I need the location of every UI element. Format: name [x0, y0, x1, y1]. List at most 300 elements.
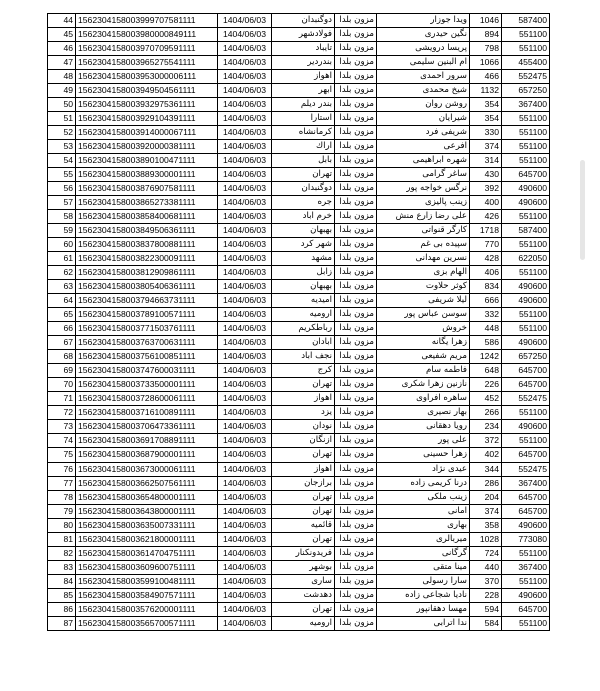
table-row [48, 70, 550, 84]
date-cell: 1404/06/03 [218, 574, 272, 588]
date-cell: 1404/06/03 [218, 42, 272, 56]
date-cell: 1404/06/03 [218, 196, 272, 210]
weight-cell: 332 [470, 308, 502, 322]
table-row [48, 336, 550, 350]
tracking-code-cell: 1562304158003837800881111 [76, 238, 218, 252]
tracking-code-cell: 1562304158003733500001111 [76, 378, 218, 392]
date-cell: 1404/06/03 [218, 266, 272, 280]
city-cell: جره [272, 196, 335, 210]
store-cell: مزون بلدا [335, 154, 377, 168]
weight-cell: 428 [470, 252, 502, 266]
customer-name-cell: ليلا شريفى [377, 294, 470, 308]
amount-cell: 645700 [502, 378, 550, 392]
amount-cell: 490600 [502, 182, 550, 196]
amount-cell: 645700 [502, 448, 550, 462]
table-row [48, 252, 550, 266]
weight-cell: 834 [470, 280, 502, 294]
customer-name-cell: عيدى نژاد [377, 462, 470, 476]
table-row [48, 280, 550, 294]
tracking-code-cell: 1562304158003635007331111 [76, 518, 218, 532]
amount-cell: 587400 [502, 224, 550, 238]
tracking-code-cell: 1562304158003980000849111 [76, 28, 218, 42]
tracking-code-cell: 1562304158003929104391111 [76, 112, 218, 126]
row-number-cell: 80 [48, 518, 76, 532]
date-cell: 1404/06/03 [218, 112, 272, 126]
table-row [48, 322, 550, 336]
tracking-code-cell: 1562304158003794663731111 [76, 294, 218, 308]
store-cell: مزون بلدا [335, 266, 377, 280]
table-row [48, 546, 550, 560]
weight-cell: 426 [470, 210, 502, 224]
city-cell: اهواز [272, 462, 335, 476]
city-cell: تهران [272, 602, 335, 616]
amount-cell: 551100 [502, 42, 550, 56]
row-number-cell: 59 [48, 224, 76, 238]
store-cell: مزون بلدا [335, 546, 377, 560]
tracking-code-cell: 1562304158003789100571111 [76, 308, 218, 322]
amount-cell: 490600 [502, 588, 550, 602]
amount-cell: 645700 [502, 364, 550, 378]
tracking-code-cell: 1562304158003858400681111 [76, 210, 218, 224]
date-cell: 1404/06/03 [218, 280, 272, 294]
row-number-cell: 79 [48, 504, 76, 518]
tracking-code-cell: 1562304158003728600061111 [76, 392, 218, 406]
date-cell: 1404/06/03 [218, 364, 272, 378]
store-cell: مزون بلدا [335, 588, 377, 602]
weight-cell: 400 [470, 196, 502, 210]
amount-cell: 645700 [502, 490, 550, 504]
store-cell: مزون بلدا [335, 364, 377, 378]
weight-cell: 374 [470, 140, 502, 154]
store-cell: مزون بلدا [335, 504, 377, 518]
amount-cell: 551100 [502, 238, 550, 252]
city-cell: ابهر [272, 84, 335, 98]
weight-cell: 1028 [470, 532, 502, 546]
store-cell: مزون بلدا [335, 434, 377, 448]
tracking-code-cell: 1562304158003584907571111 [76, 588, 218, 602]
amount-cell: 657250 [502, 350, 550, 364]
weight-cell: 594 [470, 602, 502, 616]
customer-name-cell: زينب پاليزى [377, 196, 470, 210]
customer-name-cell: شيخ محمدى [377, 84, 470, 98]
tracking-code-cell: 1562304158003805406361111 [76, 280, 218, 294]
weight-cell: 392 [470, 182, 502, 196]
row-number-cell: 61 [48, 252, 76, 266]
table-row [48, 392, 550, 406]
amount-cell: 551100 [502, 266, 550, 280]
customer-name-cell: ندا اترابى [377, 616, 470, 630]
date-cell: 1404/06/03 [218, 448, 272, 462]
store-cell: مزون بلدا [335, 84, 377, 98]
city-cell: اروميه [272, 308, 335, 322]
row-number-cell: 51 [48, 112, 76, 126]
customer-name-cell: بهارى [377, 518, 470, 532]
date-cell: 1404/06/03 [218, 616, 272, 630]
weight-cell: 234 [470, 420, 502, 434]
amount-cell: 622050 [502, 252, 550, 266]
customer-name-cell: نرگس خواجه پور [377, 182, 470, 196]
amount-cell: 490600 [502, 518, 550, 532]
store-cell: مزون بلدا [335, 112, 377, 126]
weight-cell: 666 [470, 294, 502, 308]
table-row [48, 406, 550, 420]
date-cell: 1404/06/03 [218, 252, 272, 266]
city-cell: بهبهان [272, 224, 335, 238]
amount-cell: 645700 [502, 504, 550, 518]
weight-cell: 770 [470, 238, 502, 252]
amount-cell: 367400 [502, 98, 550, 112]
amount-cell: 490600 [502, 336, 550, 350]
row-number-cell: 76 [48, 462, 76, 476]
store-cell: مزون بلدا [335, 238, 377, 252]
weight-cell: 330 [470, 126, 502, 140]
store-cell: مزون بلدا [335, 406, 377, 420]
orders-table [47, 13, 550, 631]
tracking-code-cell: 1562304158003599100481111 [76, 574, 218, 588]
tracking-code-cell: 1562304158003662507561111 [76, 476, 218, 490]
amount-cell: 645700 [502, 602, 550, 616]
store-cell: مزون بلدا [335, 70, 377, 84]
table-row [48, 28, 550, 42]
table-row [48, 14, 550, 28]
weight-cell: 430 [470, 168, 502, 182]
tracking-code-cell: 1562304158003822300091111 [76, 252, 218, 266]
tracking-code-cell: 1562304158003654800001111 [76, 490, 218, 504]
weight-cell: 358 [470, 518, 502, 532]
customer-name-cell: مهسا دهقانپور [377, 602, 470, 616]
row-number-cell: 58 [48, 210, 76, 224]
customer-name-cell: سارا رسولى [377, 574, 470, 588]
weight-cell: 344 [470, 462, 502, 476]
table-row [48, 196, 550, 210]
city-cell: دهدشت [272, 588, 335, 602]
date-cell: 1404/06/03 [218, 322, 272, 336]
date-cell: 1404/06/03 [218, 168, 272, 182]
tracking-code-cell: 1562304158003999707581111 [76, 14, 218, 28]
amount-cell: 367400 [502, 476, 550, 490]
tracking-code-cell: 1562304158003687900001111 [76, 448, 218, 462]
table-row [48, 420, 550, 434]
weight-cell: 228 [470, 588, 502, 602]
tracking-code-cell: 1562304158003673000061111 [76, 462, 218, 476]
customer-name-cell: سرور احمدى [377, 70, 470, 84]
row-number-cell: 62 [48, 266, 76, 280]
tracking-code-cell: 1562304158003716100891111 [76, 406, 218, 420]
store-cell: مزون بلدا [335, 602, 377, 616]
row-number-cell: 63 [48, 280, 76, 294]
city-cell: تهران [272, 168, 335, 182]
table-row [48, 616, 550, 630]
city-cell: بابل [272, 154, 335, 168]
city-cell: مشهد [272, 252, 335, 266]
amount-cell: 551100 [502, 434, 550, 448]
customer-name-cell: ناديا شجاعى زاده [377, 588, 470, 602]
customer-name-cell: زهرا حسينى [377, 448, 470, 462]
table-body [48, 14, 550, 631]
row-number-cell: 50 [48, 98, 76, 112]
table-row [48, 532, 550, 546]
table-row [48, 364, 550, 378]
row-number-cell: 60 [48, 238, 76, 252]
weight-cell: 374 [470, 504, 502, 518]
table-row [48, 42, 550, 56]
date-cell: 1404/06/03 [218, 406, 272, 420]
weight-cell: 314 [470, 154, 502, 168]
weight-cell: 648 [470, 364, 502, 378]
date-cell: 1404/06/03 [218, 140, 272, 154]
store-cell: مزون بلدا [335, 126, 377, 140]
weight-cell: 466 [470, 70, 502, 84]
customer-name-cell: نازنين زهرا شكرى [377, 378, 470, 392]
city-cell: دوگنبدان [272, 14, 335, 28]
customer-name-cell: نگين حيدرى [377, 28, 470, 42]
customer-name-cell: روشن روان [377, 98, 470, 112]
city-cell: شهر كرد [272, 238, 335, 252]
table-row [48, 378, 550, 392]
date-cell: 1404/06/03 [218, 14, 272, 28]
amount-cell: 490600 [502, 196, 550, 210]
table-row [48, 308, 550, 322]
city-cell: نودان [272, 420, 335, 434]
amount-cell: 552475 [502, 70, 550, 84]
city-cell: يزد [272, 406, 335, 420]
amount-cell: 490600 [502, 294, 550, 308]
amount-cell: 551100 [502, 210, 550, 224]
store-cell: مزون بلدا [335, 574, 377, 588]
date-cell: 1404/06/03 [218, 154, 272, 168]
tracking-code-cell: 1562304158003849506361111 [76, 224, 218, 238]
table-row [48, 462, 550, 476]
row-number-cell: 56 [48, 182, 76, 196]
tracking-code-cell: 1562304158003965275541111 [76, 56, 218, 70]
date-cell: 1404/06/03 [218, 476, 272, 490]
table-row [48, 84, 550, 98]
city-cell: اهواز [272, 392, 335, 406]
date-cell: 1404/06/03 [218, 238, 272, 252]
weight-cell: 1718 [470, 224, 502, 238]
city-cell: فولادشهر [272, 28, 335, 42]
weight-cell: 286 [470, 476, 502, 490]
table-row [48, 154, 550, 168]
table-row [48, 112, 550, 126]
tracking-code-cell: 1562304158003771503761111 [76, 322, 218, 336]
amount-cell: 551100 [502, 154, 550, 168]
city-cell: رباطكريم [272, 322, 335, 336]
weight-cell: 448 [470, 322, 502, 336]
row-number-cell: 46 [48, 42, 76, 56]
row-number-cell: 44 [48, 14, 76, 28]
city-cell: استارا [272, 112, 335, 126]
customer-name-cell: رويا دهقانى [377, 420, 470, 434]
table-row [48, 126, 550, 140]
store-cell: مزون بلدا [335, 448, 377, 462]
amount-cell: 551100 [502, 126, 550, 140]
table-row [48, 350, 550, 364]
city-cell: بهبهان [272, 280, 335, 294]
store-cell: مزون بلدا [335, 378, 377, 392]
customer-name-cell: ساغر گرامى [377, 168, 470, 182]
store-cell: مزون بلدا [335, 56, 377, 70]
tracking-code-cell: 1562304158003576200001111 [76, 602, 218, 616]
amount-cell: 551100 [502, 112, 550, 126]
date-cell: 1404/06/03 [218, 28, 272, 42]
store-cell: مزون بلدا [335, 252, 377, 266]
city-cell: برازجان [272, 476, 335, 490]
table-row [48, 560, 550, 574]
row-number-cell: 83 [48, 560, 76, 574]
table-row [48, 588, 550, 602]
date-cell: 1404/06/03 [218, 462, 272, 476]
tracking-code-cell: 1562304158003889300001111 [76, 168, 218, 182]
row-number-cell: 49 [48, 84, 76, 98]
tracking-code-cell: 1562304158003643800001111 [76, 504, 218, 518]
row-number-cell: 78 [48, 490, 76, 504]
row-number-cell: 55 [48, 168, 76, 182]
row-number-cell: 57 [48, 196, 76, 210]
customer-name-cell: الهام بزى [377, 266, 470, 280]
row-number-cell: 68 [48, 350, 76, 364]
table-row [48, 518, 550, 532]
tracking-code-cell: 1562304158003706473361111 [76, 420, 218, 434]
tracking-code-cell: 1562304158003949504561111 [76, 84, 218, 98]
city-cell: سارى [272, 574, 335, 588]
tracking-code-cell: 1562304158003756100851111 [76, 350, 218, 364]
city-cell: تايباد [272, 42, 335, 56]
amount-cell: 551100 [502, 546, 550, 560]
amount-cell: 490600 [502, 420, 550, 434]
customer-name-cell: سپيده بى غم [377, 238, 470, 252]
city-cell: بندر ديلم [272, 98, 335, 112]
customer-name-cell: ساهره افراوى [377, 392, 470, 406]
table-row [48, 182, 550, 196]
table-row [48, 434, 550, 448]
tracking-code-cell: 1562304158003920000381111 [76, 140, 218, 154]
amount-cell: 367400 [502, 560, 550, 574]
table-row [48, 168, 550, 182]
table-row [48, 476, 550, 490]
row-number-cell: 71 [48, 392, 76, 406]
vertical-scrollbar[interactable] [580, 160, 585, 260]
store-cell: مزون بلدا [335, 294, 377, 308]
date-cell: 1404/06/03 [218, 392, 272, 406]
customer-name-cell: شريفى فرد [377, 126, 470, 140]
store-cell: مزون بلدا [335, 224, 377, 238]
city-cell: دوگنبدان [272, 182, 335, 196]
amount-cell: 645700 [502, 168, 550, 182]
row-number-cell: 52 [48, 126, 76, 140]
tracking-code-cell: 1562304158003932975361111 [76, 98, 218, 112]
amount-cell: 551100 [502, 574, 550, 588]
store-cell: مزون بلدا [335, 42, 377, 56]
store-cell: مزون بلدا [335, 392, 377, 406]
tracking-code-cell: 1562304158003763700631111 [76, 336, 218, 350]
date-cell: 1404/06/03 [218, 56, 272, 70]
store-cell: مزون بلدا [335, 210, 377, 224]
date-cell: 1404/06/03 [218, 350, 272, 364]
date-cell: 1404/06/03 [218, 546, 272, 560]
city-cell: بوشهر [272, 560, 335, 574]
row-number-cell: 73 [48, 420, 76, 434]
row-number-cell: 82 [48, 546, 76, 560]
row-number-cell: 70 [48, 378, 76, 392]
customer-name-cell: نسرين مهدانى [377, 252, 470, 266]
row-number-cell: 66 [48, 322, 76, 336]
city-cell: زابل [272, 266, 335, 280]
row-number-cell: 74 [48, 434, 76, 448]
weight-cell: 370 [470, 574, 502, 588]
store-cell: مزون بلدا [335, 350, 377, 364]
city-cell: تهران [272, 378, 335, 392]
tracking-code-cell: 1562304158003565700571111 [76, 616, 218, 630]
table-row [48, 448, 550, 462]
tracking-code-cell: 1562304158003876907581111 [76, 182, 218, 196]
tracking-code-cell: 1562304158003953000006111 [76, 70, 218, 84]
store-cell: مزون بلدا [335, 518, 377, 532]
row-number-cell: 84 [48, 574, 76, 588]
table-row [48, 140, 550, 154]
store-cell: مزون بلدا [335, 308, 377, 322]
table-row [48, 56, 550, 70]
amount-cell: 490600 [502, 280, 550, 294]
tracking-code-cell: 1562304158003614704751111 [76, 546, 218, 560]
date-cell: 1404/06/03 [218, 336, 272, 350]
date-cell: 1404/06/03 [218, 182, 272, 196]
customer-name-cell: كارگر قنواتى [377, 224, 470, 238]
city-cell: نجف اباد [272, 350, 335, 364]
amount-cell: 551100 [502, 28, 550, 42]
customer-name-cell: امانى [377, 504, 470, 518]
store-cell: مزون بلدا [335, 490, 377, 504]
date-cell: 1404/06/03 [218, 602, 272, 616]
row-number-cell: 85 [48, 588, 76, 602]
weight-cell: 1046 [470, 14, 502, 28]
store-cell: مزون بلدا [335, 336, 377, 350]
customer-name-cell: مينا متقى [377, 560, 470, 574]
city-cell: تهران [272, 504, 335, 518]
customer-name-cell: افرعى [377, 140, 470, 154]
date-cell: 1404/06/03 [218, 210, 272, 224]
tracking-code-cell: 1562304158003621800001111 [76, 532, 218, 546]
row-number-cell: 64 [48, 294, 76, 308]
row-number-cell: 54 [48, 154, 76, 168]
row-number-cell: 48 [48, 70, 76, 84]
row-number-cell: 47 [48, 56, 76, 70]
customer-name-cell: سوسن عباس پور [377, 308, 470, 322]
store-cell: مزون بلدا [335, 462, 377, 476]
date-cell: 1404/06/03 [218, 490, 272, 504]
table-row [48, 238, 550, 252]
store-cell: مزون بلدا [335, 140, 377, 154]
customer-name-cell: شيرايان [377, 112, 470, 126]
customer-name-cell: فاطمه سام [377, 364, 470, 378]
amount-cell: 551100 [502, 322, 550, 336]
date-cell: 1404/06/03 [218, 84, 272, 98]
amount-cell: 773080 [502, 532, 550, 546]
table-row [48, 224, 550, 238]
weight-cell: 586 [470, 336, 502, 350]
date-cell: 1404/06/03 [218, 420, 272, 434]
city-cell: كرمانشاه [272, 126, 335, 140]
weight-cell: 1132 [470, 84, 502, 98]
store-cell: مزون بلدا [335, 196, 377, 210]
row-number-cell: 53 [48, 140, 76, 154]
amount-cell: 551100 [502, 616, 550, 630]
amount-cell: 552475 [502, 392, 550, 406]
city-cell: تهران [272, 490, 335, 504]
weight-cell: 584 [470, 616, 502, 630]
amount-cell: 551100 [502, 140, 550, 154]
weight-cell: 1242 [470, 350, 502, 364]
